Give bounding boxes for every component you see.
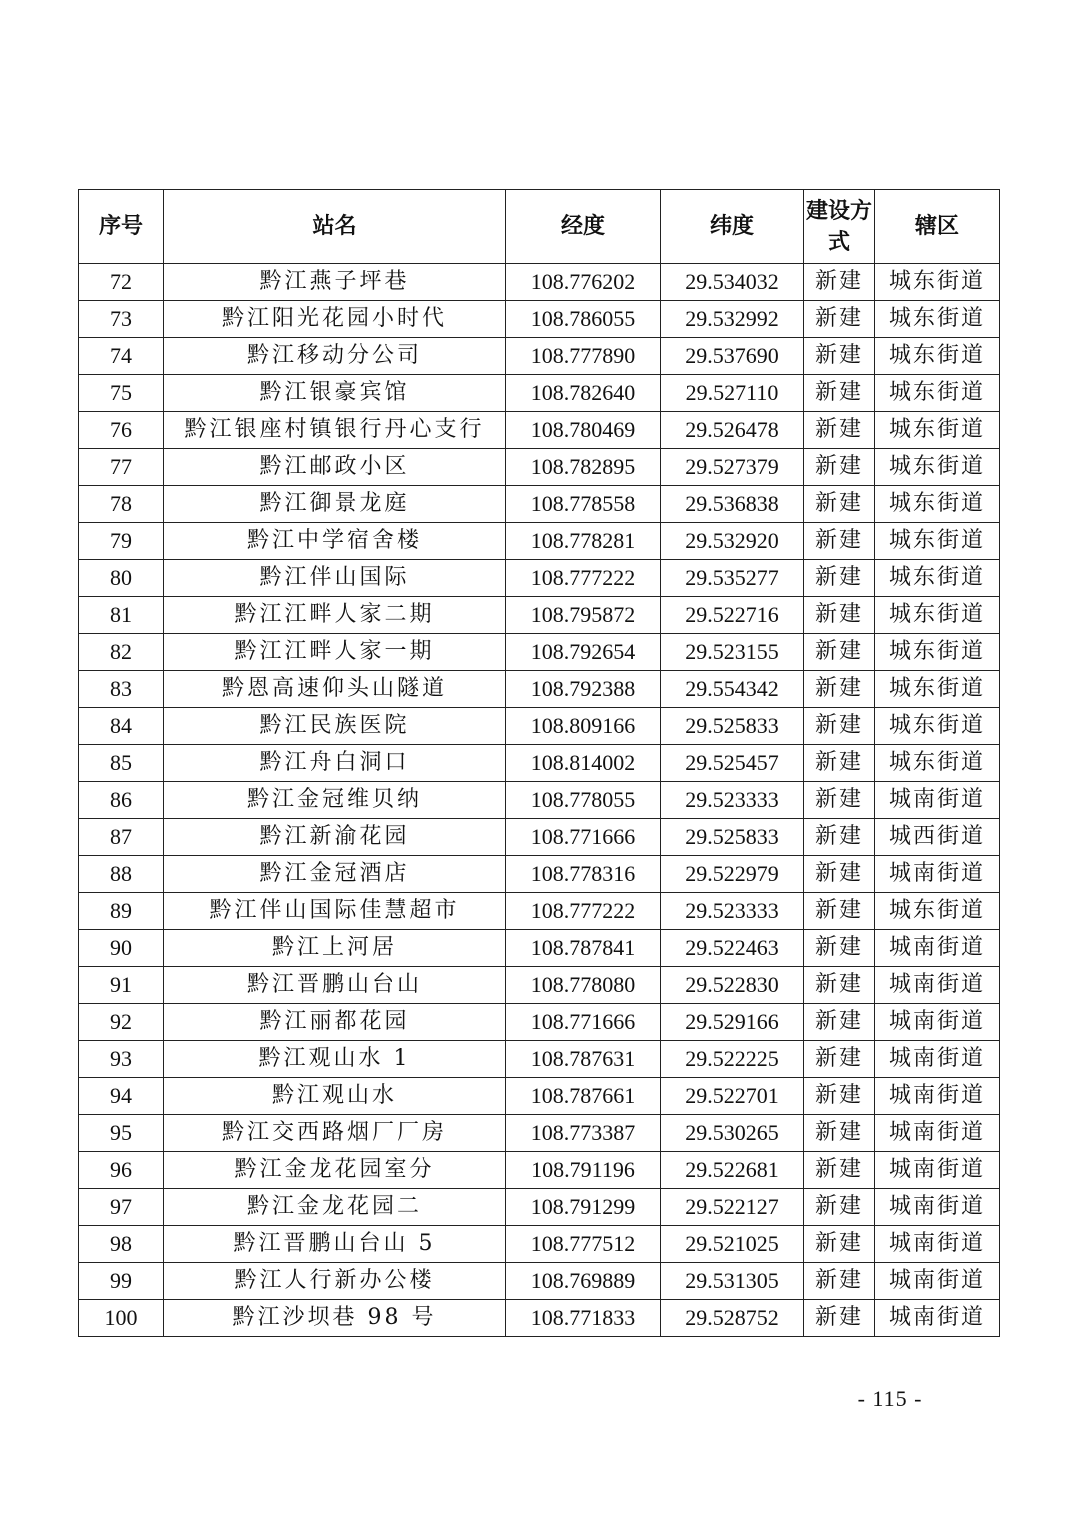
table-row bbox=[79, 1004, 1000, 1041]
cell-construction-method: 新建 bbox=[804, 967, 875, 1004]
cell-longitude: 108.778558 bbox=[506, 486, 661, 523]
cell-latitude: 29.522681 bbox=[661, 1152, 804, 1189]
page-number: - 115 - bbox=[857, 1386, 923, 1411]
cell-latitude: 29.522979 bbox=[661, 856, 804, 893]
cell-construction-method: 新建 bbox=[804, 375, 875, 412]
cell-district: 城东街道 bbox=[875, 745, 1000, 782]
table-row bbox=[79, 893, 1000, 930]
cell-index: 96 bbox=[79, 1152, 164, 1189]
cell-longitude: 108.782640 bbox=[506, 375, 661, 412]
cell-longitude: 108.795872 bbox=[506, 597, 661, 634]
cell-district: 城南街道 bbox=[875, 1189, 1000, 1226]
cell-latitude: 29.527379 bbox=[661, 449, 804, 486]
cell-longitude: 108.787631 bbox=[506, 1041, 661, 1078]
cell-longitude: 108.814002 bbox=[506, 745, 661, 782]
cell-station-name: 黔江阳光花园小时代 bbox=[164, 301, 506, 338]
cell-construction-method: 新建 bbox=[804, 486, 875, 523]
table-row bbox=[79, 560, 1000, 597]
cell-station-name: 黔江御景龙庭 bbox=[164, 486, 506, 523]
cell-longitude: 108.769889 bbox=[506, 1263, 661, 1300]
cell-longitude: 108.792388 bbox=[506, 671, 661, 708]
table-row bbox=[79, 486, 1000, 523]
table-row bbox=[79, 597, 1000, 634]
cell-construction-method: 新建 bbox=[804, 893, 875, 930]
cell-construction-method: 新建 bbox=[804, 745, 875, 782]
cell-construction-method: 新建 bbox=[804, 1041, 875, 1078]
cell-station-name: 黔江沙坝巷 98 号 bbox=[164, 1300, 506, 1337]
cell-latitude: 29.532992 bbox=[661, 301, 804, 338]
cell-station-name: 黔江江畔人家二期 bbox=[164, 597, 506, 634]
cell-station-name: 黔江燕子坪巷 bbox=[164, 264, 506, 301]
cell-station-name: 黔江中学宿舍楼 bbox=[164, 523, 506, 560]
table-row bbox=[79, 671, 1000, 708]
cell-latitude: 29.532920 bbox=[661, 523, 804, 560]
cell-construction-method: 新建 bbox=[804, 264, 875, 301]
cell-longitude: 108.787661 bbox=[506, 1078, 661, 1115]
cell-index: 97 bbox=[79, 1189, 164, 1226]
cell-district: 城南街道 bbox=[875, 782, 1000, 819]
cell-station-name: 黔江金冠酒店 bbox=[164, 856, 506, 893]
cell-latitude: 29.531305 bbox=[661, 1263, 804, 1300]
table-row bbox=[79, 745, 1000, 782]
cell-latitude: 29.523155 bbox=[661, 634, 804, 671]
cell-longitude: 108.773387 bbox=[506, 1115, 661, 1152]
cell-latitude: 29.525833 bbox=[661, 819, 804, 856]
cell-index: 95 bbox=[79, 1115, 164, 1152]
cell-latitude: 29.525833 bbox=[661, 708, 804, 745]
header-index: 序号 bbox=[79, 190, 164, 264]
cell-latitude: 29.534032 bbox=[661, 264, 804, 301]
cell-latitude: 29.526478 bbox=[661, 412, 804, 449]
cell-index: 79 bbox=[79, 523, 164, 560]
cell-longitude: 108.778080 bbox=[506, 967, 661, 1004]
cell-index: 80 bbox=[79, 560, 164, 597]
cell-longitude: 108.809166 bbox=[506, 708, 661, 745]
cell-latitude: 29.522830 bbox=[661, 967, 804, 1004]
cell-index: 81 bbox=[79, 597, 164, 634]
cell-latitude: 29.530265 bbox=[661, 1115, 804, 1152]
cell-district: 城东街道 bbox=[875, 708, 1000, 745]
cell-index: 100 bbox=[79, 1300, 164, 1337]
header-construction-method: 建设方式 bbox=[804, 190, 875, 264]
cell-index: 92 bbox=[79, 1004, 164, 1041]
cell-index: 87 bbox=[79, 819, 164, 856]
cell-district: 城南街道 bbox=[875, 1152, 1000, 1189]
cell-district: 城东街道 bbox=[875, 412, 1000, 449]
cell-latitude: 29.523333 bbox=[661, 893, 804, 930]
cell-index: 91 bbox=[79, 967, 164, 1004]
cell-station-name: 黔江移动分公司 bbox=[164, 338, 506, 375]
cell-construction-method: 新建 bbox=[804, 1004, 875, 1041]
cell-longitude: 108.777222 bbox=[506, 893, 661, 930]
cell-district: 城南街道 bbox=[875, 1300, 1000, 1337]
cell-station-name: 黔江银豪宾馆 bbox=[164, 375, 506, 412]
table-row bbox=[79, 1152, 1000, 1189]
table-row bbox=[79, 375, 1000, 412]
cell-index: 83 bbox=[79, 671, 164, 708]
header-station-name: 站名 bbox=[164, 190, 506, 264]
cell-station-name: 黔江人行新办公楼 bbox=[164, 1263, 506, 1300]
cell-district: 城南街道 bbox=[875, 856, 1000, 893]
table-row bbox=[79, 708, 1000, 745]
cell-district: 城东街道 bbox=[875, 671, 1000, 708]
cell-construction-method: 新建 bbox=[804, 708, 875, 745]
table-row bbox=[79, 338, 1000, 375]
cell-station-name: 黔江银座村镇银行丹心支行 bbox=[164, 412, 506, 449]
cell-index: 76 bbox=[79, 412, 164, 449]
table-row bbox=[79, 523, 1000, 560]
cell-station-name: 黔江观山水 bbox=[164, 1078, 506, 1115]
cell-longitude: 108.778316 bbox=[506, 856, 661, 893]
cell-construction-method: 新建 bbox=[804, 338, 875, 375]
cell-district: 城东街道 bbox=[875, 301, 1000, 338]
cell-station-name: 黔恩高速仰头山隧道 bbox=[164, 671, 506, 708]
cell-index: 78 bbox=[79, 486, 164, 523]
cell-index: 86 bbox=[79, 782, 164, 819]
cell-index: 73 bbox=[79, 301, 164, 338]
cell-district: 城南街道 bbox=[875, 1115, 1000, 1152]
cell-latitude: 29.521025 bbox=[661, 1226, 804, 1263]
cell-longitude: 108.777512 bbox=[506, 1226, 661, 1263]
cell-construction-method: 新建 bbox=[804, 523, 875, 560]
cell-station-name: 黔江金龙花园二 bbox=[164, 1189, 506, 1226]
cell-district: 城东街道 bbox=[875, 449, 1000, 486]
cell-station-name: 黔江江畔人家一期 bbox=[164, 634, 506, 671]
cell-construction-method: 新建 bbox=[804, 560, 875, 597]
cell-index: 75 bbox=[79, 375, 164, 412]
cell-station-name: 黔江观山水 1 bbox=[164, 1041, 506, 1078]
table-row bbox=[79, 1115, 1000, 1152]
cell-latitude: 29.527110 bbox=[661, 375, 804, 412]
table-row bbox=[79, 1226, 1000, 1263]
cell-index: 89 bbox=[79, 893, 164, 930]
cell-latitude: 29.525457 bbox=[661, 745, 804, 782]
table-row bbox=[79, 856, 1000, 893]
cell-longitude: 108.778055 bbox=[506, 782, 661, 819]
cell-index: 90 bbox=[79, 930, 164, 967]
header-latitude: 纬度 bbox=[661, 190, 804, 264]
cell-construction-method: 新建 bbox=[804, 671, 875, 708]
cell-district: 城东街道 bbox=[875, 560, 1000, 597]
cell-index: 94 bbox=[79, 1078, 164, 1115]
table-row bbox=[79, 1189, 1000, 1226]
table-row bbox=[79, 1041, 1000, 1078]
cell-station-name: 黔江邮政小区 bbox=[164, 449, 506, 486]
cell-district: 城南街道 bbox=[875, 1041, 1000, 1078]
cell-longitude: 108.792654 bbox=[506, 634, 661, 671]
cell-index: 93 bbox=[79, 1041, 164, 1078]
cell-district: 城东街道 bbox=[875, 523, 1000, 560]
cell-construction-method: 新建 bbox=[804, 301, 875, 338]
cell-construction-method: 新建 bbox=[804, 1152, 875, 1189]
cell-station-name: 黔江金冠维贝纳 bbox=[164, 782, 506, 819]
cell-construction-method: 新建 bbox=[804, 634, 875, 671]
cell-construction-method: 新建 bbox=[804, 1263, 875, 1300]
cell-district: 城东街道 bbox=[875, 264, 1000, 301]
cell-district: 城东街道 bbox=[875, 597, 1000, 634]
cell-index: 84 bbox=[79, 708, 164, 745]
cell-latitude: 29.522127 bbox=[661, 1189, 804, 1226]
cell-index: 72 bbox=[79, 264, 164, 301]
cell-index: 88 bbox=[79, 856, 164, 893]
cell-construction-method: 新建 bbox=[804, 930, 875, 967]
table-row bbox=[79, 264, 1000, 301]
station-table bbox=[78, 189, 1000, 1337]
cell-longitude: 108.786055 bbox=[506, 301, 661, 338]
table-row bbox=[79, 1300, 1000, 1337]
cell-construction-method: 新建 bbox=[804, 1226, 875, 1263]
header-district: 辖区 bbox=[875, 190, 1000, 264]
cell-station-name: 黔江交西路烟厂厂房 bbox=[164, 1115, 506, 1152]
cell-station-name: 黔江新渝花园 bbox=[164, 819, 506, 856]
cell-longitude: 108.780469 bbox=[506, 412, 661, 449]
cell-station-name: 黔江民族医院 bbox=[164, 708, 506, 745]
cell-district: 城西街道 bbox=[875, 819, 1000, 856]
table-row bbox=[79, 1263, 1000, 1300]
cell-construction-method: 新建 bbox=[804, 1189, 875, 1226]
cell-longitude: 108.782895 bbox=[506, 449, 661, 486]
cell-latitude: 29.522463 bbox=[661, 930, 804, 967]
cell-latitude: 29.528752 bbox=[661, 1300, 804, 1337]
cell-construction-method: 新建 bbox=[804, 449, 875, 486]
cell-latitude: 29.537690 bbox=[661, 338, 804, 375]
cell-station-name: 黔江丽都花园 bbox=[164, 1004, 506, 1041]
cell-construction-method: 新建 bbox=[804, 1115, 875, 1152]
cell-longitude: 108.787841 bbox=[506, 930, 661, 967]
cell-construction-method: 新建 bbox=[804, 856, 875, 893]
table-row bbox=[79, 412, 1000, 449]
cell-longitude: 108.791299 bbox=[506, 1189, 661, 1226]
cell-station-name: 黔江金龙花园室分 bbox=[164, 1152, 506, 1189]
cell-latitude: 29.523333 bbox=[661, 782, 804, 819]
cell-district: 城东街道 bbox=[875, 634, 1000, 671]
cell-longitude: 108.791196 bbox=[506, 1152, 661, 1189]
table-body bbox=[79, 264, 1000, 1337]
cell-longitude: 108.777222 bbox=[506, 560, 661, 597]
cell-station-name: 黔江伴山国际佳慧超市 bbox=[164, 893, 506, 930]
cell-district: 城东街道 bbox=[875, 893, 1000, 930]
cell-index: 77 bbox=[79, 449, 164, 486]
cell-longitude: 108.771666 bbox=[506, 1004, 661, 1041]
header-row bbox=[79, 190, 1000, 264]
cell-longitude: 108.771833 bbox=[506, 1300, 661, 1337]
cell-construction-method: 新建 bbox=[804, 819, 875, 856]
table-row bbox=[79, 930, 1000, 967]
table-row bbox=[79, 1078, 1000, 1115]
cell-latitude: 29.522701 bbox=[661, 1078, 804, 1115]
table-row bbox=[79, 819, 1000, 856]
cell-construction-method: 新建 bbox=[804, 412, 875, 449]
cell-station-name: 黔江伴山国际 bbox=[164, 560, 506, 597]
table-row bbox=[79, 782, 1000, 819]
cell-district: 城东街道 bbox=[875, 338, 1000, 375]
table-row bbox=[79, 967, 1000, 1004]
cell-station-name: 黔江晋鹏山台山 bbox=[164, 967, 506, 1004]
table-row bbox=[79, 634, 1000, 671]
cell-latitude: 29.535277 bbox=[661, 560, 804, 597]
cell-latitude: 29.522225 bbox=[661, 1041, 804, 1078]
cell-index: 82 bbox=[79, 634, 164, 671]
cell-station-name: 黔江舟白洞口 bbox=[164, 745, 506, 782]
cell-district: 城南街道 bbox=[875, 967, 1000, 1004]
cell-index: 99 bbox=[79, 1263, 164, 1300]
cell-station-name: 黔江晋鹏山台山 5 bbox=[164, 1226, 506, 1263]
cell-district: 城东街道 bbox=[875, 375, 1000, 412]
cell-longitude: 108.776202 bbox=[506, 264, 661, 301]
cell-construction-method: 新建 bbox=[804, 782, 875, 819]
cell-index: 74 bbox=[79, 338, 164, 375]
header-longitude: 经度 bbox=[506, 190, 661, 264]
cell-latitude: 29.536838 bbox=[661, 486, 804, 523]
cell-index: 85 bbox=[79, 745, 164, 782]
cell-index: 98 bbox=[79, 1226, 164, 1263]
cell-district: 城南街道 bbox=[875, 1226, 1000, 1263]
cell-construction-method: 新建 bbox=[804, 597, 875, 634]
cell-construction-method: 新建 bbox=[804, 1300, 875, 1337]
cell-district: 城南街道 bbox=[875, 1078, 1000, 1115]
cell-district: 城东街道 bbox=[875, 486, 1000, 523]
cell-district: 城南街道 bbox=[875, 1263, 1000, 1300]
cell-latitude: 29.522716 bbox=[661, 597, 804, 634]
table-header bbox=[79, 190, 1000, 264]
cell-district: 城南街道 bbox=[875, 1004, 1000, 1041]
cell-longitude: 108.778281 bbox=[506, 523, 661, 560]
cell-district: 城南街道 bbox=[875, 930, 1000, 967]
cell-construction-method: 新建 bbox=[804, 1078, 875, 1115]
cell-latitude: 29.529166 bbox=[661, 1004, 804, 1041]
cell-latitude: 29.554342 bbox=[661, 671, 804, 708]
cell-longitude: 108.771666 bbox=[506, 819, 661, 856]
table-row bbox=[79, 449, 1000, 486]
table-row bbox=[79, 301, 1000, 338]
cell-longitude: 108.777890 bbox=[506, 338, 661, 375]
cell-station-name: 黔江上河居 bbox=[164, 930, 506, 967]
